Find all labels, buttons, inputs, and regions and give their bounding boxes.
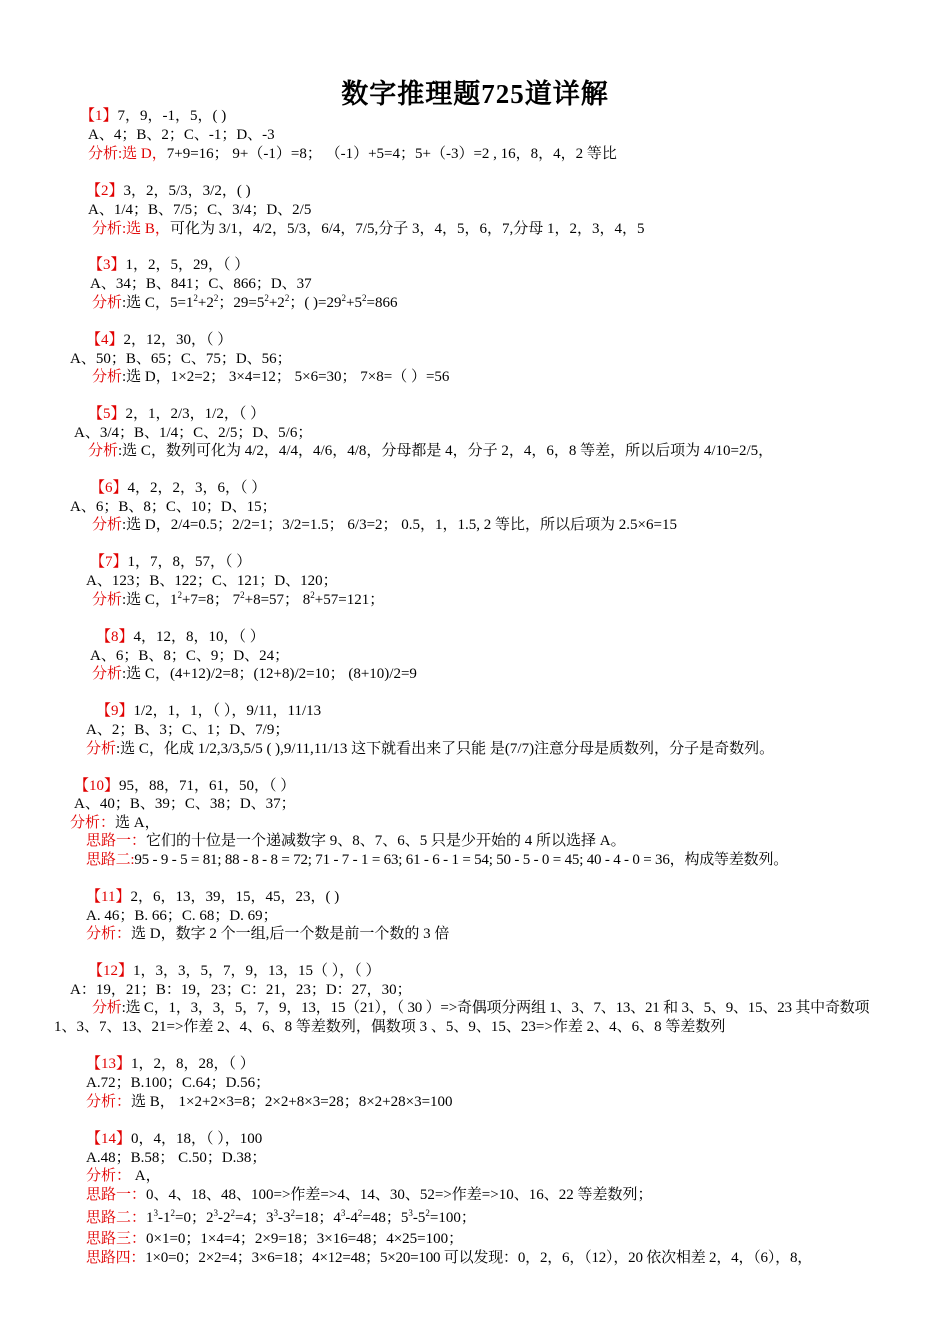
analysis-text: :选 C，1，3，3，5，7，9，13，15（21），（ 30 ）=>奇偶项分两组 1、3、7、13、21 和 3、5、9、15、23 其中奇数项 (121, 1000, 870, 1016)
problem-number: 【6】 (90, 480, 128, 496)
problem-6-options: A、6；B、8；C、10；D、15； (70, 499, 277, 515)
problem-number: 【1】 (80, 108, 118, 124)
problem-number: 【14】 (86, 1131, 132, 1147)
analysis-label: 分析 (88, 443, 119, 459)
problem-3-question (88, 256, 249, 274)
exponent: 2 (357, 1208, 363, 1218)
problem-number: 【4】 (86, 332, 124, 348)
approach-label: 思路四： (86, 1250, 146, 1266)
analysis-text: 7+9=16； 9+（-1）=8； （-1）+5=4；5+（-3）=2 , 16，8，4，2 等比 (166, 146, 617, 162)
problem-10-options: A、40；B、39；C、38；D、37； (74, 796, 296, 812)
approach-text: =48；5 (362, 1210, 409, 1226)
approach-text: =100； (429, 1210, 476, 1226)
problem-10-approach-1 (86, 832, 626, 850)
problem-number: 【2】 (86, 183, 124, 199)
analysis-text: =866 (366, 295, 398, 311)
analysis-text: +2 (197, 295, 214, 311)
problem-14-approach-1 (86, 1186, 652, 1204)
problem-11-question (86, 888, 339, 906)
problem-12-options: A：19，21；B：19，23；C：21，23；D：27，30； (70, 982, 412, 998)
approach-label: 思路二: (86, 852, 135, 868)
approach-text: 0×1=0；1×4=4；2×9=18；3×16=48；4×25=100； (146, 1231, 464, 1247)
problem-6-question (90, 479, 266, 497)
analysis-label: 分析:选 B， (92, 221, 170, 237)
exponent: 3 (153, 1208, 159, 1218)
approach-text: -1 (158, 1210, 171, 1226)
analysis-text: :选 C，1 (122, 592, 178, 608)
problem-13-question (86, 1055, 255, 1073)
question-text: 1/2，1，1，（ ），9/11，11/13 (133, 703, 322, 719)
approach-text: =4；3 (234, 1210, 274, 1226)
problem-7-analysis (92, 591, 384, 609)
problem-1-question (80, 107, 226, 125)
approach-text: 1×0=0；2×2=4；3×6=18；4×12=48；5×20=100 可以发现：0，2，6，（12），20 依次相差 2，4，（6），8， (145, 1250, 813, 1266)
problem-3-analysis (92, 294, 397, 312)
analysis-text: A， (131, 1168, 161, 1184)
problem-10-question (74, 777, 295, 795)
exponent: 2 (230, 1208, 235, 1218)
problem-4-analysis (92, 368, 449, 386)
question-text: 4，12，8，10，（ ） (133, 629, 265, 645)
approach-text: 它们的十位是一个递减数字 9、8、7、6、5 只是少开始的 4 所以选择 A。 (146, 833, 626, 849)
exponent: 2 (177, 590, 182, 600)
analysis-text: :选 C，5=1 (122, 295, 194, 311)
problem-12-analysis-cont: 1、3、7、13、21=>作差 2、4、6、8 等差数列，偶数项 3 、5、9、15、23=>作差 2、4、6、8 等差数列 (54, 1019, 726, 1035)
problem-14-question (86, 1130, 262, 1148)
analysis-text: :选 D，1×2=2； 3×4=12； 5×6=30； 7×8=（ ）=56 (122, 369, 450, 385)
approach-text: -2 (217, 1210, 231, 1226)
exponent: 2 (264, 293, 269, 303)
problem-12-question (88, 962, 381, 980)
question-text: 2，6，13，39，15，45，23，( ) (130, 889, 340, 905)
question-text: 1，7，8，57，（ ） (127, 554, 252, 570)
analysis-text: +57=121； (314, 592, 385, 608)
exponent: 3 (340, 1208, 346, 1218)
exponent: 3 (273, 1208, 278, 1218)
question-text: 95，88，71，61，50，（ ） (119, 778, 296, 794)
problem-5-analysis (88, 442, 773, 460)
exponent: 2 (240, 590, 245, 600)
exponent: 3 (213, 1208, 218, 1218)
approach-label: 思路三： (86, 1231, 147, 1247)
exponent: 2 (284, 293, 290, 303)
problem-5-question (88, 405, 265, 423)
problem-7-question (90, 553, 251, 571)
approach-text: -3 (277, 1210, 291, 1226)
problem-2-analysis (92, 220, 645, 238)
problem-11-options: A. 46；B. 66；C. 68；D. 69； (86, 908, 278, 924)
analysis-text: +8=57； 8 (244, 592, 311, 608)
approach-label: 思路一： (86, 1187, 147, 1203)
exponent: 2 (290, 1208, 295, 1218)
problem-10-approach-2 (86, 851, 788, 869)
analysis-label: 分析 (92, 295, 123, 311)
exponent: 3 (408, 1208, 413, 1218)
problem-10-analysis (70, 814, 160, 832)
problem-8-options: A、6；B、8；C、9；D、24； (90, 648, 290, 664)
approach-text: =18；4 (294, 1210, 341, 1226)
analysis-label: 分析 (92, 517, 123, 533)
problem-11-analysis (86, 925, 449, 943)
approach-text: -5 (412, 1210, 426, 1226)
problem-1-analysis (88, 145, 617, 163)
analysis-label: 分析： (86, 926, 132, 942)
analysis-text: 选 B， 1×2+2×3=8；2×2+8×3=28；8×2+28×3=100 (131, 1094, 453, 1110)
analysis-text: 可化为 3/1，4/2，5/3，6/4，7/5,分子 3，4，5，6，7,分母 1，2，3，4，5 (169, 221, 645, 237)
problem-8-analysis (92, 665, 417, 683)
analysis-text: +7=8； 7 (181, 592, 241, 608)
analysis-text: :选 C，数列可化为 4/2，4/4，4/6，4/8，分母都是 4，分子 2，4，6，8 等差，所以后项为 4/10=2/5， (118, 443, 774, 459)
problem-9-question (96, 702, 321, 720)
problem-14-approach-4 (86, 1249, 812, 1267)
problem-14-analysis (86, 1167, 161, 1185)
problem-number: 【13】 (86, 1056, 132, 1072)
problem-number: 【12】 (88, 963, 134, 979)
exponent: 2 (193, 293, 198, 303)
problem-12-analysis (92, 999, 869, 1017)
approach-text: =0；2 (175, 1210, 214, 1226)
question-text: 7，9，-1，5，( ) (117, 108, 227, 124)
problem-1-options: A、4；B、2；C、-1；D、-3 (88, 127, 275, 143)
exponent: 2 (170, 1208, 176, 1218)
analysis-label: 分析 (92, 666, 123, 682)
question-text: 3，2，5/3，3/2，( ) (123, 183, 251, 199)
problem-14-approach-2 (86, 1209, 476, 1227)
question-text: 2，1，2/3，1/2，（ ） (125, 406, 266, 422)
analysis-text: 选 D，数字 2 个一组,后一个数是前一个数的 3 倍 (131, 926, 450, 942)
problem-number: 【3】 (88, 257, 126, 273)
analysis-label: 分析 (92, 369, 123, 385)
analysis-label: 分析 (92, 592, 123, 608)
analysis-text: 选 A， (115, 815, 160, 831)
analysis-label: 分析:选 D， (88, 146, 167, 162)
problem-6-analysis (92, 516, 677, 534)
analysis-label: 分析： (70, 815, 116, 831)
question-text: 1，2，8，28，（ ） (131, 1056, 255, 1072)
problem-5-options: A、3/4；B、1/4；C、2/5；D、5/6； (74, 425, 313, 441)
problem-3-options: A、34；B、841；C、866；D、37 (90, 276, 312, 292)
problem-2-question (86, 182, 251, 200)
problem-number: 【11】 (86, 889, 131, 905)
problem-8-question (96, 628, 265, 646)
exponent: 2 (425, 1208, 430, 1218)
analysis-text: +5 (346, 295, 362, 311)
problem-13-analysis (86, 1093, 453, 1111)
problem-number: 【5】 (88, 406, 126, 422)
analysis-text: :选 C，化成 1/2,3/3,5/5 ( ),9/11,11/13 这下就看出来了只能 是(7/7)注意分母是质数列，分子是奇数列。 (116, 741, 775, 757)
analysis-text: ；( )=29 (289, 295, 342, 311)
approach-text: -4 (345, 1210, 358, 1226)
question-text: 2，12，30，（ ） (123, 332, 233, 348)
problem-9-options: A、2；B、3；C、1；D、7/9； (86, 722, 290, 738)
problem-13-options: A.72；B.100；C.64；D.56； (86, 1075, 271, 1091)
problem-2-options: A、1/4；B、7/5；C、3/4；D、2/5 (88, 202, 312, 218)
analysis-text: :选 C，(4+12)/2=8；(12+8)/2=10； (8+10)/2=9 (122, 666, 417, 682)
analysis-label: 分析 (86, 741, 117, 757)
exponent: 2 (310, 590, 315, 600)
exponent: 2 (361, 293, 367, 303)
problem-14-options: A.48；B.58； C.50；D.38； (86, 1150, 267, 1166)
problem-number: 【8】 (96, 629, 134, 645)
analysis-text: ；29=5 (218, 295, 265, 311)
problem-14-approach-3 (86, 1230, 463, 1248)
question-text: 4，2，2，3，6，（ ） (127, 480, 267, 496)
approach-text: 0、4、18、48、100=>作差=>4、14、30、52=>作差=>10、16、22 等差数列； (146, 1187, 653, 1203)
analysis-label: 分析： (86, 1168, 132, 1184)
analysis-label: 分析： (86, 1094, 132, 1110)
approach-text: 95 - 9 - 5 = 81; 88 - 8 - 8 = 72; 71 - 7 - 1 = 63; 61 - 6 - 1 = 54; 50 - 5 - 0 = 45; 40 - 4 - 0 = 36，构成等差数列。 (134, 852, 789, 868)
approach-text: 1 (146, 1210, 154, 1226)
problem-4-question (86, 331, 232, 349)
analysis-text: :选 D，2/4=0.5；2/2=1；3/2=1.5； 6/3=2； 0.5，1，1.5, 2 等比，所以后项为 2.5×6=15 (122, 517, 677, 533)
problem-4-options: A、50；B、65；C、75；D、56； (70, 351, 292, 367)
analysis-label: 分析 (92, 1000, 122, 1016)
question-text: 1，2，5，29，（ ） (125, 257, 250, 273)
problem-7-options: A、123；B、122；C、121；D、120； (86, 573, 338, 589)
problem-number: 【9】 (96, 703, 134, 719)
exponent: 2 (341, 293, 347, 303)
exponent: 2 (213, 293, 219, 303)
question-text: 0，4，18，（ ），100 (131, 1131, 263, 1147)
problem-number: 【10】 (74, 778, 120, 794)
document-title: 数字推理题725道详解 (341, 79, 609, 109)
approach-label: 思路一： (86, 833, 147, 849)
analysis-text: +2 (268, 295, 285, 311)
question-text: 1，3，3，5，7，9，13，15（ ），（ ） (133, 963, 381, 979)
problem-number: 【7】 (90, 554, 128, 570)
approach-label: 思路二： (86, 1210, 147, 1226)
problem-9-analysis (86, 740, 774, 758)
